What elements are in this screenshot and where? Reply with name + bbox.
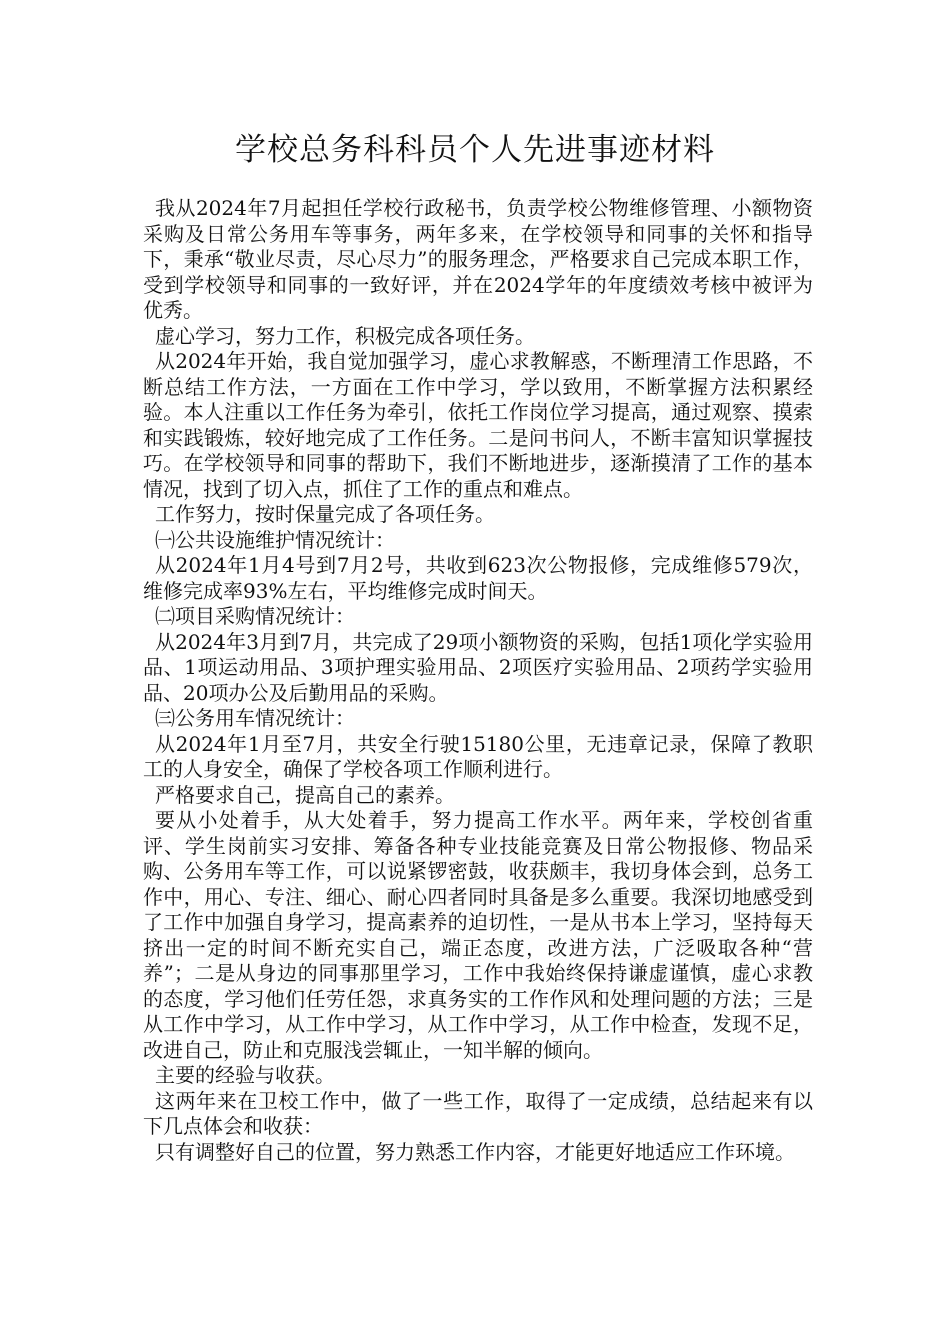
paragraph-intro: 我从2024年7月起担任学校行政秘书，负责学校公物维修管理、小额物资采购及日常公务用车等事务，两年多来，在学校领导和同事的关怀和指导下，秉承“敬业尽责，尽心尽力”的服务理念，严格要求自己完成本职工作，受到学校领导和同事的一致好评，并在2024学年的年度绩效考核中被评为优秀。 — [143, 196, 813, 322]
section-heading-learning: 虚心学习，努力工作，积极完成各项任务。 — [155, 323, 535, 348]
paragraph-facility-maintenance: 从2024年1月4号到7月2号，共收到623次公物报修，完成维修579次，维修完成率93%左右，平均维修完成时间天。 — [143, 553, 813, 603]
subheading-procurement: ㈡项目采购情况统计： — [155, 604, 355, 628]
paragraph-learning: 从2024年开始，我自觉加强学习，虚心求教解惑，不断理清工作思路，不断总结工作方法，一方面在工作中学习，学以致用，不断掌握方法积累经验。本人注重以工作任务为牵引，依托工作岗位学习提高，通过观察、摸索和实践锻炼，较好地完成了工作任务。二是问书问人，不断丰富知识掌握技巧。在学校领导和同事的帮助下，我们不断地进步，逐渐摸清了工作的基本情况，找到了切入点，抓住了工作的重点和难点。 — [143, 349, 813, 501]
document-title: 学校总务科科员个人先进事迹材料 — [235, 132, 715, 168]
section-heading-experience: 主要的经验与收获。 — [155, 1063, 335, 1087]
document-body — [143, 196, 813, 1165]
section-heading-tasks: 工作努力，按时保量完成了各项任务。 — [155, 502, 495, 526]
paragraph-experience-intro: 这两年来在卫校工作中，做了一些工作，取得了一定成绩，总结起来有以下几点体会和收获： — [143, 1088, 813, 1138]
subheading-facility-maintenance: ㈠公共设施维护情况统计： — [155, 527, 395, 552]
section-heading-self-discipline: 严格要求自己，提高自己的素养。 — [155, 782, 455, 807]
paragraph-official-vehicle: 从2024年1月至7月，共安全行驶15180公里，无违章记录，保障了教职工的人身安全，确保了学校各项工作顺利进行。 — [143, 731, 813, 781]
paragraph-self-discipline: 要从小处着手，从大处着手，努力提高工作水平。两年来，学校创省重评、学生岗前实习安排、筹备各种专业技能竞赛及日常公物报修、物品采购、公务用车等工作，可以说紧锣密鼓，收获颇丰，我切身体会到，总务工作中，用心、专注、细心、耐心四者同时具备是多么重要。我深切地感受到了工作中加强自身学习，提高素养的迫切性，一是从书本上学习，坚持每天挤出一定的时间不断充实自己，端正态度，改进方法，广泛吸取各种“营养”；二是从身边的同事那里学习，工作中我始终保持谦虚谨慎，虚心求教的态度，学习他们任劳任怨，求真务实的工作作风和处理问题的方法；三是从工作中学习，从工作中学习，从工作中学习，从工作中检查，发现不足，改进自己，防止和克服浅尝辄止，一知半解的倾向。 — [143, 808, 813, 1062]
paragraph-procurement: 从2024年3月到7月，共完成了29项小额物资的采购，包括1项化学实验用品、1项运动用品、3项护理实验用品、2项医疗实验用品、2项药学实验用品、20项办公及后勤用品的采购。 — [143, 629, 813, 705]
subheading-official-vehicle: ㈢公务用车情况统计： — [155, 706, 355, 730]
paragraph-experience-point: 只有调整好自己的位置，努力熟悉工作内容，才能更好地适应工作环境。 — [155, 1139, 795, 1164]
